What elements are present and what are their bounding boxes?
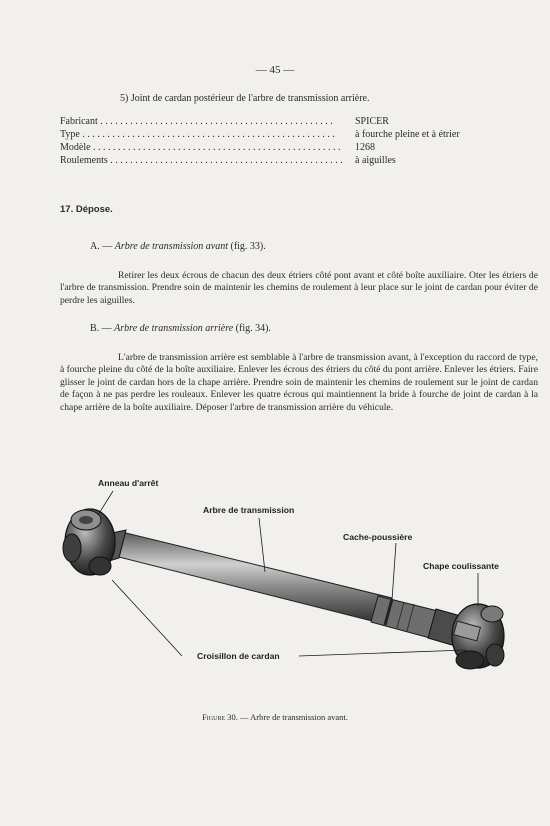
leader-arbre	[259, 518, 265, 572]
leader-croisillon-left	[112, 580, 182, 656]
spec-value-type: à fourche pleine et à étrier	[355, 129, 460, 140]
leader-croisillon-right	[299, 650, 466, 656]
front-yoke	[63, 509, 126, 575]
shaft-tube	[115, 532, 392, 624]
callout-arbre: Arbre de transmission	[203, 505, 295, 515]
dust-cover	[371, 596, 438, 638]
spec-label-type: Type . . . . . . . . . . . . . . . . . . . . . . . . . . . . . . . . . . . . . . . . . . . . . . . . . . .	[60, 129, 335, 140]
part-a-paragraph: Retirer les deux écrous de chacun des deux étriers côté pont avant et côté boîte auxiliaire. Oter les étriers de l'arbre de transmission. Prendre soin de maintenir les chemins de roulement à leur place sur le joint de cardan pour éviter de perdre les aiguilles.	[60, 270, 538, 306]
spec-value-modele: 1268	[355, 142, 375, 153]
callout-chape: Chape coulissante	[423, 561, 499, 571]
page-number: — 45 —	[255, 64, 295, 76]
leader-cache	[392, 543, 396, 600]
part-a-heading: A. — Arbre de transmission avant (fig. 33).	[90, 241, 266, 252]
spec-value-roulements: à aiguilles	[355, 155, 396, 166]
section-title: 17. Dépose.	[60, 204, 113, 215]
sliding-yoke	[428, 604, 504, 669]
callout-anneau: Anneau d'arrêt	[98, 478, 159, 488]
part-b-heading: B. — Arbre de transmission arrière (fig. 34).	[90, 323, 271, 334]
spec-label-fabricant: Fabricant . . . . . . . . . . . . . . . . . . . . . . . . . . . . . . . . . . . . . . . . . . . . . . .	[60, 116, 333, 127]
spec-value-fabricant: SPICER	[355, 116, 389, 127]
part-b-paragraph: L'arbre de transmission arrière est semblable à l'arbre de transmission avant, à l'exception du raccord de type, à fourche pleine du côté de la boîte auxiliaire. Enlever les écrous des étriers du côté du pont arrière. Enlever les étriers. Faire glisser le joint de cardan hors de la chape arrière. Prendre soin de maintenir les chemins de roulement sur le joint de cardan de façon à ne pas perdre les rouleaux. Enlever les quatre écrous qui maintiennent la bride à fourche de joint de cardan à la chape arrière de la boîte auxiliaire. Déposer l'arbre de transmission arrière du véhicule.	[60, 352, 538, 413]
spec-label-modele: Modèle . . . . . . . . . . . . . . . . . . . . . . . . . . . . . . . . . . . . . . . . . . . . . . . . . .	[60, 142, 341, 153]
callout-croisillon: Croisillon de cardan	[197, 651, 280, 661]
spec-label-roulements: Roulements . . . . . . . . . . . . . . . . . . . . . . . . . . . . . . . . . . . . . . . . . . . . . . .	[60, 155, 343, 166]
leader-anneau	[98, 491, 113, 515]
subsection-heading: 5) Joint de cardan postérieur de l'arbre de transmission arrière.	[120, 93, 370, 104]
figure-caption: Figure 30. — Arbre de transmission avant.	[202, 712, 348, 722]
callout-cache: Cache-poussière	[343, 532, 413, 542]
